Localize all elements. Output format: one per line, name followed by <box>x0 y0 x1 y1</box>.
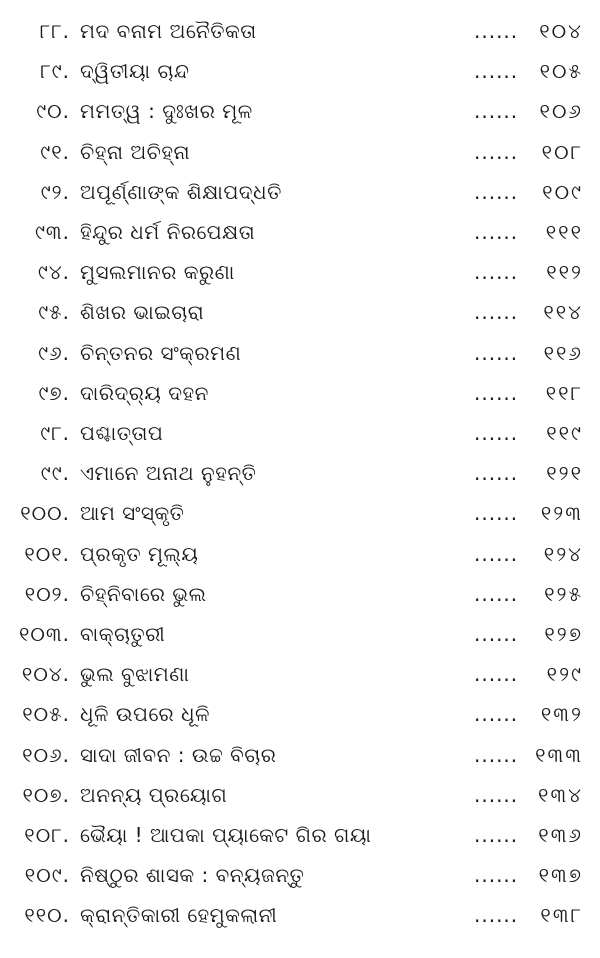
page-number: ୧୩୪ <box>538 783 583 807</box>
entry-title: ଚିହ୍ନିବାରେ ଭୁଲ <box>80 582 207 606</box>
page-number: ୧୩୬ <box>538 823 583 847</box>
toc-entry <box>0 493 600 533</box>
toc-entry <box>0 453 600 493</box>
page-number: ୧୧୧ <box>545 220 583 244</box>
toc-entry <box>0 11 600 51</box>
entry-title: କ୍ରାନ୍ତିକାରୀ ହେମୁକଲାନୀ <box>80 903 278 927</box>
page-number: ୧୦୫ <box>539 59 583 83</box>
dot-leader: ...... <box>474 863 519 887</box>
entry-title: ହିନ୍ଦୁର ଧର୍ମ ନିରପେକ୍ଷତା <box>80 220 256 244</box>
toc-entry <box>0 815 600 855</box>
entry-title: ଅନନ୍ୟ ପ୍ରୟୋଗ <box>80 783 228 807</box>
entry-number: ୧୦୦. <box>20 501 70 525</box>
page-number: ୧୨୪ <box>543 542 583 566</box>
page-number: ୧୨୫ <box>544 582 583 606</box>
entry-title: ପଶ୍ଚାତ୍ତାପ <box>80 421 164 445</box>
toc-entry <box>0 614 600 654</box>
page-number: ୧୩୭ <box>538 863 583 887</box>
dot-leader: ...... <box>474 341 519 365</box>
dot-leader: ...... <box>474 421 519 445</box>
toc-entry <box>0 333 600 373</box>
dot-leader: ...... <box>474 783 519 807</box>
entry-title: ଅପୂର୍ଣ୍ଣାଙ୍କ ଶିକ୍ଷାପଦ୍ଧତି <box>80 180 282 204</box>
page-number: ୧୦୯ <box>542 180 583 204</box>
entry-number: ୮୯. <box>40 59 70 83</box>
entry-number: ୯୯. <box>40 461 70 485</box>
entry-number: ୯୭. <box>38 381 70 405</box>
entry-title: ଆମ ସଂସ୍କୃତି <box>80 501 185 525</box>
entry-title: ପ୍ରକୃତ ମୂଲ୍ୟ <box>80 542 199 566</box>
entry-number: ୧୦୯. <box>24 863 70 887</box>
entry-number: ୯୮. <box>40 421 70 445</box>
entry-title: ମଦ ବନାମ ଅନୈତିକତା <box>80 19 257 43</box>
dot-leader: ...... <box>474 381 519 405</box>
dot-leader: ...... <box>474 662 519 686</box>
entry-title: ନିଷ୍ଠୁର ଶାସକ : ବନ୍ୟଜନ୍ତୁ <box>80 863 305 887</box>
entry-title: ସାଦା ଜୀବନ : ଉଚ୍ଚ ବିଚାର <box>80 743 277 767</box>
toc-entry <box>0 292 600 332</box>
toc-entry <box>0 735 600 775</box>
entry-title: ମମତ୍ୱ : ଦୁଃଖର ମୂଳ <box>80 99 253 123</box>
dot-leader: ...... <box>474 180 519 204</box>
entry-title: ଶିଖର ଭାଇଚାରା <box>80 300 205 324</box>
dot-leader: ...... <box>474 140 519 164</box>
dot-leader: ...... <box>474 260 519 284</box>
dot-leader: ...... <box>474 542 519 566</box>
entry-number: ୧୦୧. <box>24 542 70 566</box>
dot-leader: ...... <box>474 99 519 123</box>
entry-number: ୯୦. <box>36 99 70 123</box>
page-number: ୧୧୨ <box>546 260 583 284</box>
toc-entry <box>0 252 600 292</box>
dot-leader: ...... <box>474 903 519 927</box>
toc-entry <box>0 574 600 614</box>
page-number: ୧୦୮ <box>541 140 583 164</box>
page-number: ୧୧୬ <box>543 341 583 365</box>
toc-entry <box>0 212 600 252</box>
entry-title: ଚିନ୍ତନର ସଂକ୍ରମଣ <box>80 341 242 365</box>
page-number: ୧୧୪ <box>543 300 583 324</box>
toc-entry <box>0 91 600 131</box>
entry-number: ୧୦୭. <box>22 783 70 807</box>
entry-title: ଦ୍ୱିତୀୟା ଚାନ୍ଦ <box>80 59 190 83</box>
toc-entry <box>0 855 600 895</box>
dot-leader: ...... <box>474 823 519 847</box>
page-number: ୧୨୧ <box>546 461 583 485</box>
toc-entry <box>0 51 600 91</box>
entry-title: ଭୈୟା ! ଆପକା ପ୍ୟାକେଟ ଗିର ଗୟା <box>80 823 372 847</box>
dot-leader: ...... <box>474 622 519 646</box>
toc-entry <box>0 654 600 694</box>
toc-entry <box>0 132 600 172</box>
entry-title: ମୁସଲମାନର କରୁଣା <box>80 260 235 284</box>
page-number: ୧୦୬ <box>539 99 583 123</box>
entry-title: ଦାରିଦ୍ର୍ୟ ଦହନ <box>80 381 209 405</box>
dot-leader: ...... <box>474 702 519 726</box>
page-number: ୧୧୯ <box>546 421 583 445</box>
dot-leader: ...... <box>474 220 519 244</box>
toc-entry <box>0 172 600 212</box>
entry-title: ଧୂଳି ଉପରେ ଧୂଳି <box>80 702 210 726</box>
page-number: ୧୦୪ <box>539 19 583 43</box>
entry-number: ୧୧୦. <box>24 903 70 927</box>
entry-number: ୯୧. <box>40 140 70 164</box>
entry-title: ବାକ୍‌ଚାତୁରୀ <box>80 622 166 646</box>
dot-leader: ...... <box>474 582 519 606</box>
entry-number: ୧୦୮. <box>24 823 70 847</box>
dot-leader: ...... <box>474 19 519 43</box>
entry-number: ୯୨. <box>40 180 70 204</box>
entry-number: ୯୫. <box>38 300 70 324</box>
entry-number: ୯୩. <box>34 220 70 244</box>
page-number: ୧୨୯ <box>546 662 583 686</box>
entry-title: ଚିହ୍ନା ଅଚିହ୍ନା <box>80 140 191 164</box>
page-number: ୧୩୨ <box>540 702 583 726</box>
page-number: ୧୩୩ <box>535 743 583 767</box>
entry-number: ୧୦୩. <box>19 622 70 646</box>
dot-leader: ...... <box>474 59 519 83</box>
entry-number: ୧୦୫. <box>22 702 70 726</box>
toc-entry <box>0 373 600 413</box>
entry-number: ୮୮. <box>39 19 70 43</box>
entry-number: ୯୪. <box>37 260 70 284</box>
toc-entry <box>0 775 600 815</box>
entry-title: ଭୁଲ ବୁଝାମଣା <box>80 662 190 686</box>
entry-title: ଏମାନେ ଅନାଥ ନୁହନ୍ତି <box>80 461 257 485</box>
toc-entry <box>0 895 600 935</box>
toc-entry <box>0 413 600 453</box>
entry-number: ୧୦୨. <box>24 582 70 606</box>
toc-entry <box>0 534 600 574</box>
page-number: ୧୨୭ <box>544 622 583 646</box>
dot-leader: ...... <box>474 461 519 485</box>
dot-leader: ...... <box>474 743 519 767</box>
dot-leader: ...... <box>474 501 519 525</box>
toc-entry <box>0 694 600 734</box>
entry-number: ୧୦୬. <box>22 743 70 767</box>
entry-number: ୧୦୪. <box>21 662 70 686</box>
entry-number: ୯୬. <box>38 341 70 365</box>
page-number: ୧୩୮ <box>540 903 583 927</box>
page-number: ୧୨୩ <box>540 501 583 525</box>
page-number: ୧୧୮ <box>545 381 583 405</box>
dot-leader: ...... <box>474 300 519 324</box>
